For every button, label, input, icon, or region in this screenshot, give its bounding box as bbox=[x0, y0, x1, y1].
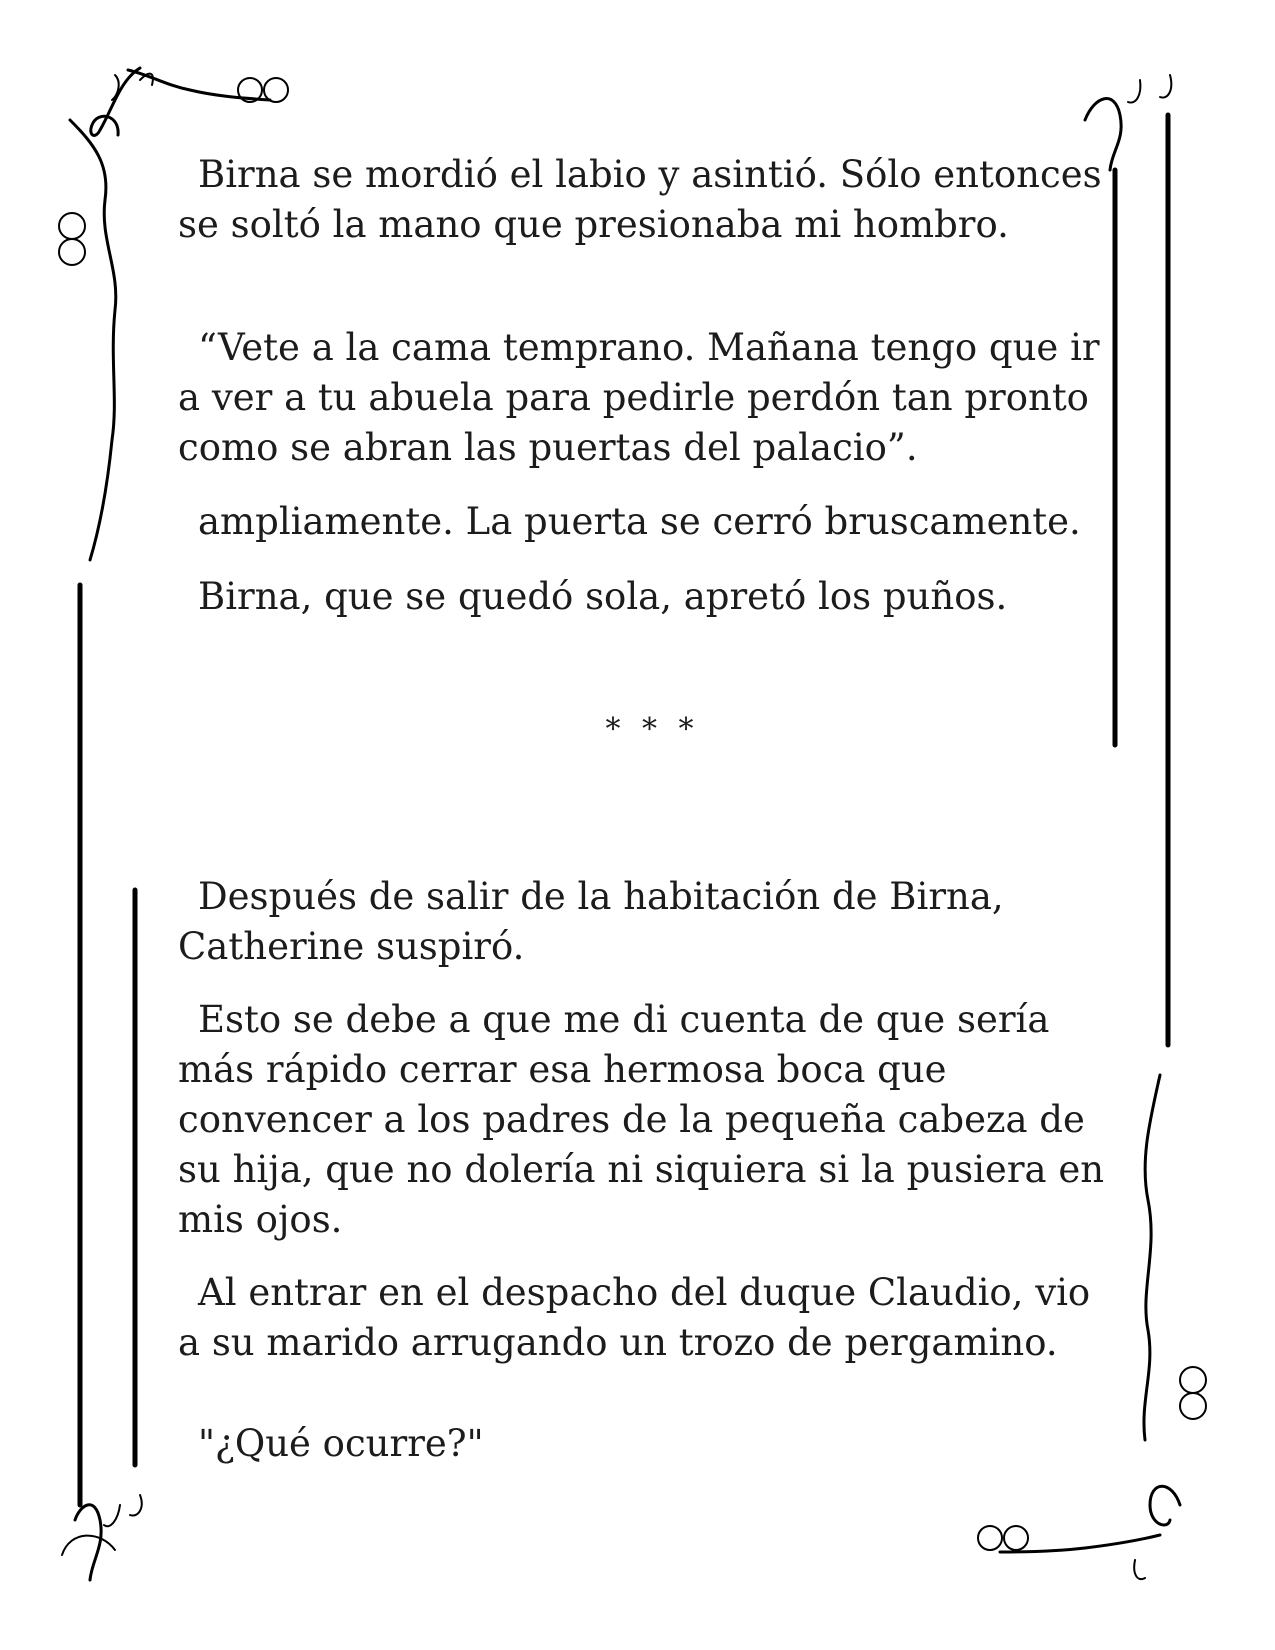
paragraph-5: Después de salir de la habitación de Birna, Catherine suspiró. bbox=[178, 875, 1004, 968]
paragraph-6: Esto se debe a que me di cuenta de que sería más rápido cerrar esa hermosa boca que convencer a los padres de la pequeña cabeza de su hija, que no dolería ni siquiera si la pusiera en mis ojos. bbox=[178, 998, 1105, 1241]
section-separator: * * * bbox=[605, 712, 700, 747]
bottom-left-flourish-icon bbox=[62, 1495, 142, 1580]
paragraph-1: Birna se mordió el labio y asintió. Sólo entonces se soltó la mano que presionaba mi hombro. bbox=[178, 153, 1102, 246]
paragraph-7: Al entrar en el despacho del duque Claudio, vio a su marido arrugando un trozo de pergamino. bbox=[178, 1271, 1091, 1364]
paragraph-4: Birna, que se quedó sola, apretó los puños. bbox=[198, 575, 1008, 618]
top-left-flourish-icon bbox=[59, 68, 288, 560]
paragraph-3: ampliamente. La puerta se cerró bruscamente. bbox=[198, 500, 1081, 543]
paragraph-2: “Vete a la cama temprano. Mañana tengo que ir a ver a tu abuela para pedirle perdón tan pronto como se abran las puertas del palacio”. bbox=[178, 326, 1100, 469]
paragraph-8: "¿Qué ocurre?" bbox=[198, 1422, 484, 1465]
